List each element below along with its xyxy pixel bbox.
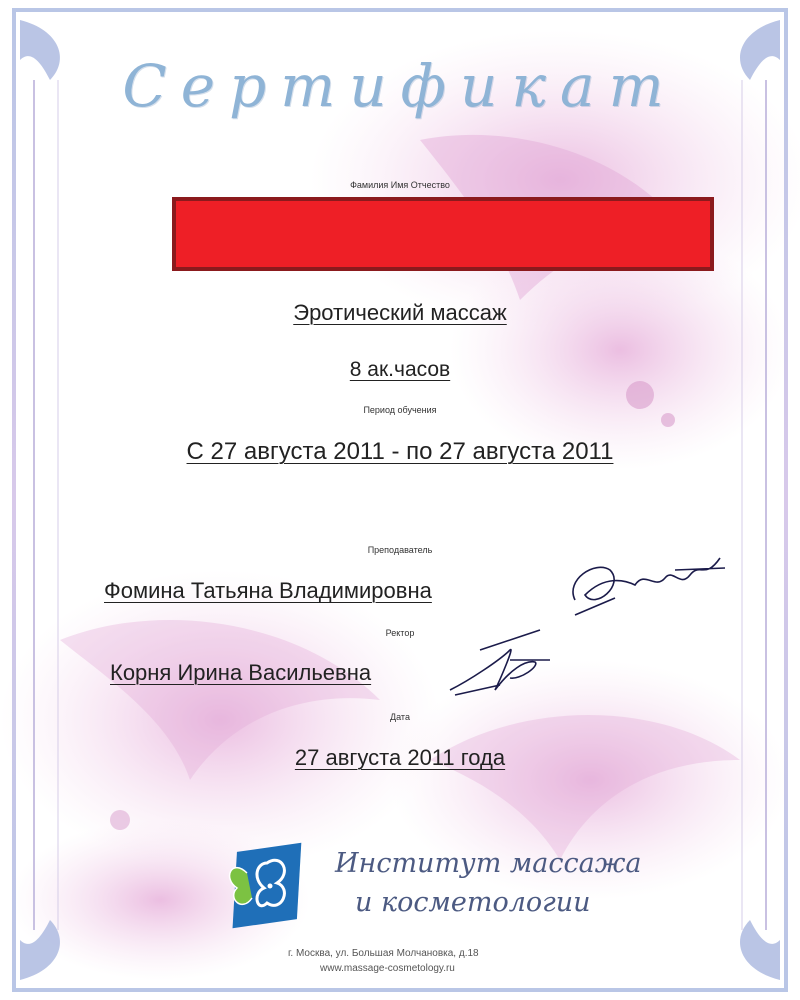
institute-name-line1: Институт массажа xyxy=(335,848,642,879)
signature-teacher xyxy=(555,540,735,620)
training-period: С 27 августа 2011 - по 27 августа 2011 xyxy=(186,438,614,465)
signature-rector xyxy=(440,620,580,710)
rector-name: Корня Ирина Васильевна xyxy=(110,660,372,685)
butterfly-logo-icon xyxy=(212,838,322,933)
teacher-name: Фомина Татьяна Владимировна xyxy=(104,578,432,603)
certificate-title: Сертификат xyxy=(122,52,678,120)
teacher-label: Преподаватель xyxy=(367,545,433,555)
date-label: Дата xyxy=(390,712,410,722)
institute-name-line2: и косметологии xyxy=(355,887,591,918)
issue-date: 27 августа 2011 года xyxy=(294,745,506,770)
institute-website: www.massage-cosmetology.ru xyxy=(320,963,455,974)
name-label: Фамилия Имя Отчество xyxy=(350,180,450,190)
redacted-name xyxy=(172,197,714,271)
course-name: Эротический массаж xyxy=(293,300,507,325)
course-hours: 8 ак.часов xyxy=(349,358,451,381)
period-label: Период обучения xyxy=(363,405,437,415)
rector-label: Ректор xyxy=(385,628,415,638)
institute-address: г. Москва, ул. Большая Молчановка, д.18 xyxy=(288,948,479,959)
